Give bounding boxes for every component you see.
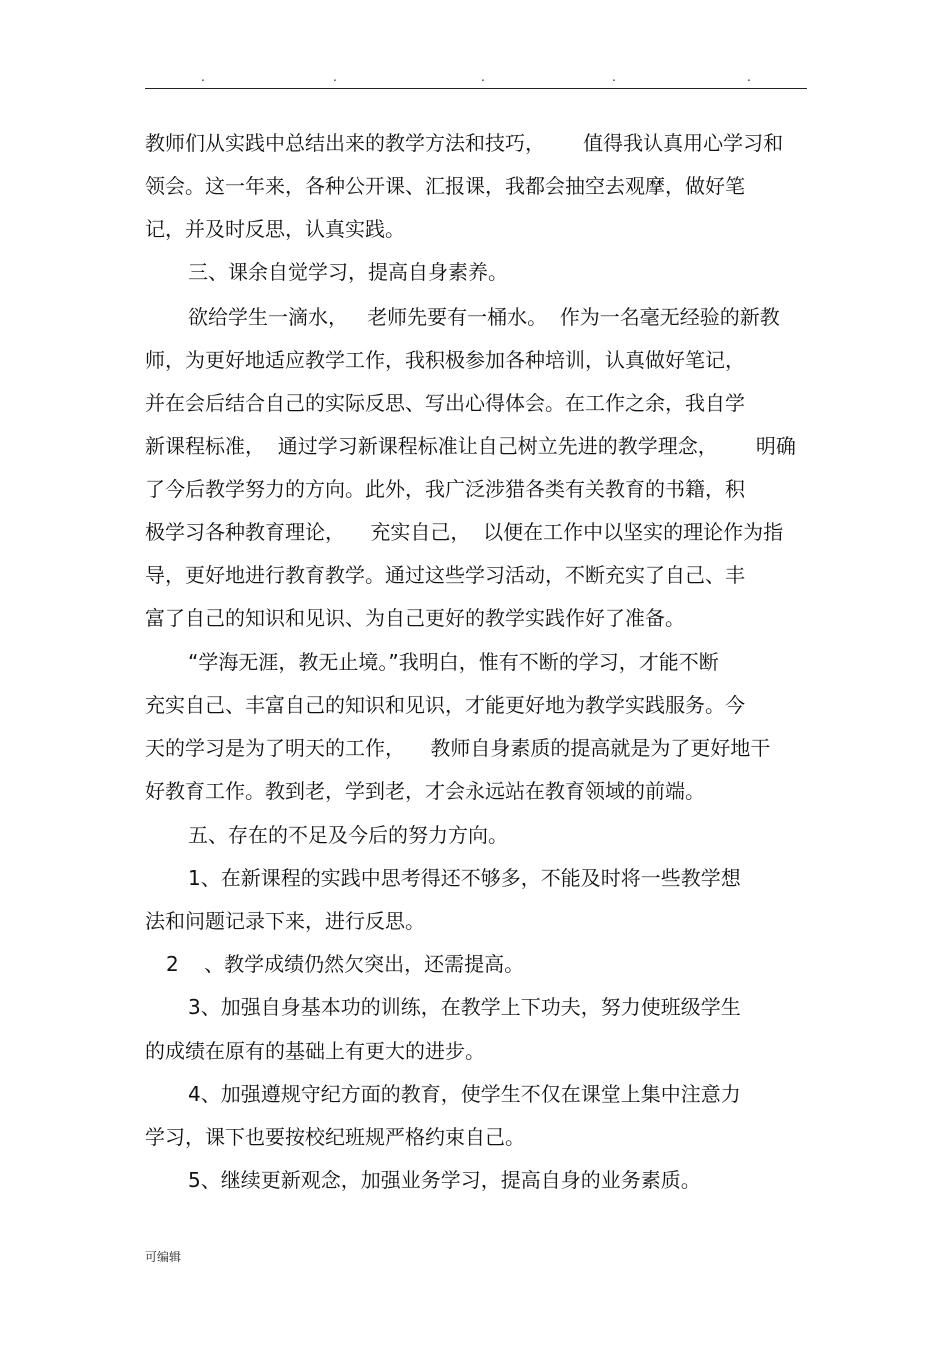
header-dot: .	[201, 70, 205, 84]
list-item: 5、继续更新观念，加强业务学习，提高自身的业务素质。	[188, 1168, 701, 1192]
text-line: 富了自己的知识和见识、为自己更好的教学实践作好了准备。	[145, 606, 685, 630]
header-dot: .	[481, 70, 485, 84]
text-line: 的成绩在原有的基础上有更大的进步。	[145, 1039, 485, 1063]
text-line: 学习，课下也要按校纪班规严格约束自己。	[145, 1125, 525, 1149]
header-rule	[145, 88, 807, 89]
list-item: 4、加强遵规守纪方面的教育，使学生不仅在课堂上集中注意力	[188, 1082, 741, 1106]
list-item: 1、在新课程的实践中思考得还不够多，不能及时将一些教学想	[188, 866, 741, 890]
list-item: 2 、教学成绩仍然欠突出，还需提高。	[166, 952, 525, 976]
text-line: 欲给学生一滴水， 老师先要有一桶水。 作为一名毫无经验的新教	[188, 305, 780, 329]
text-line: 并在会后结合自己的实际反思、写出心得体会。在工作之余，我自学	[145, 391, 745, 415]
text-line: 记，并及时反思，认真实践。	[145, 217, 405, 241]
section-heading: 五、存在的不足及今后的努力方向。	[188, 823, 508, 847]
text-line: 新课程标准， 通过学习新课程标准让自己树立先进的教学理念， 明确	[145, 434, 796, 458]
text-line: 领会。这一年来，各种公开课、汇报课，我都会抽空去观摩，做好笔	[145, 174, 745, 198]
header-dot: .	[333, 70, 337, 84]
text-line: “学海无涯，教无止境。”我明白，惟有不断的学习，才能不断	[188, 650, 719, 674]
text-line: 充实自己、丰富自己的知识和见识，才能更好地为教学实践服务。今	[145, 693, 745, 717]
text-line: 极学习各种教育理论， 充实自己， 以便在工作中以坚实的理论作为指	[145, 520, 784, 544]
list-item: 3、加强自身基本功的训练，在教学上下功夫，努力使班级学生	[188, 995, 741, 1019]
header-dot: .	[612, 70, 616, 84]
text-line: 师，为更好地适应教学工作，我积极参加各种培训，认真做好笔记，	[145, 348, 745, 372]
header-dots	[145, 70, 807, 84]
text-line: 了今后教学努力的方向。此外，我广泛涉猎各类有关教育的书籍，积	[145, 477, 745, 501]
footer-label: 可编辑	[145, 1250, 182, 1264]
text-line: 好教育工作。教到老，学到老，才会永远站在教育领域的前端。	[145, 779, 705, 803]
section-heading: 三、课余自觉学习，提高自身素养。	[188, 260, 508, 284]
text-line: 教师们从实践中总结出来的教学方法和技巧， 值得我认真用心学习和	[145, 131, 784, 155]
text-line: 法和问题记录下来，进行反思。	[145, 909, 425, 933]
header-dot: .	[747, 70, 751, 84]
text-line: 天的学习是为了明天的工作， 教师自身素质的提高就是为了更好地干	[145, 736, 771, 760]
text-line: 导，更好地进行教育教学。通过这些学习活动，不断充实了自己、丰	[145, 563, 745, 587]
